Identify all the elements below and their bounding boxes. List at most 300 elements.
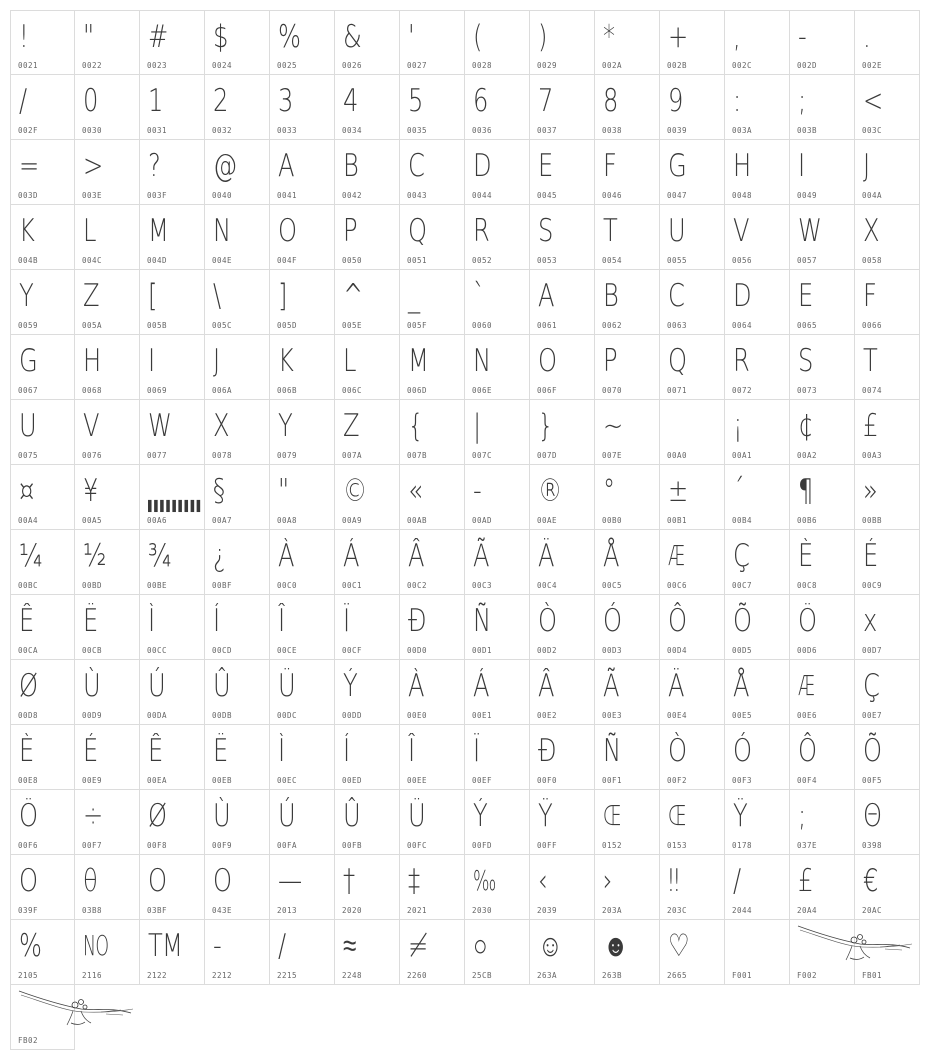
glyph-cell [205,855,270,920]
glyph-cell [790,10,855,75]
glyph-char: ¤ [19,473,34,509]
glyph-char: ´ [733,473,744,509]
glyph-char: Ç [733,538,750,574]
glyph-cell [725,75,790,140]
glyph-cell [595,855,660,920]
glyph-code: 00B0 [602,516,623,525]
glyph-code: 006A [212,386,233,395]
glyph-char: : [733,83,741,119]
glyph-code: 00A1 [732,451,753,460]
glyph-code: 2013 [277,906,298,915]
glyph-char: % [19,928,42,964]
glyph-cell [205,920,270,985]
glyph-code: 0021 [18,61,39,70]
glyph-code: 00A5 [82,516,103,525]
glyph-char: W [148,408,172,444]
glyph-code: 00EA [147,776,168,785]
glyph-char: Q [408,213,427,249]
glyph-cell [725,790,790,855]
glyph-char: L [343,343,356,379]
glyph-char: ‰ [473,864,496,897]
glyph-code: 039F [18,906,39,915]
glyph-code: 0077 [147,451,168,460]
glyph-cell [205,10,270,75]
glyph-char: ÷ [83,798,103,834]
glyph-char: ? [148,148,161,184]
glyph-code: 00E6 [797,711,818,720]
glyph-cell [10,465,75,530]
glyph-cell [270,595,335,660]
glyph-char: Ú [148,668,165,704]
glyph-cell [465,270,530,335]
glyph-code: 00ED [342,776,363,785]
glyph-code: 2116 [82,971,103,980]
glyph-cell [790,855,855,920]
glyph-char: 4 [343,83,358,119]
glyph-code: 0040 [212,191,233,200]
glyph-code: 00CA [18,646,39,655]
glyph-cell [10,530,75,595]
glyph-cell [790,270,855,335]
glyph-cell [465,725,530,790]
glyph-code: 0028 [472,61,493,70]
glyph-char: ¾ [148,538,171,574]
glyph-code: 0073 [797,386,818,395]
glyph-cell [595,465,660,530]
glyph-char: O [19,863,38,899]
glyph-code: 0045 [537,191,558,200]
glyph-cell [335,465,400,530]
glyph-code: 0036 [472,126,493,135]
glyph-char: Z [343,408,359,444]
glyph-code: 00D5 [732,646,753,655]
glyph-cell [335,595,400,660]
glyph-cell [335,10,400,75]
glyph-cell [660,335,725,400]
glyph-char: { [408,408,423,444]
glyph-char: ☻ [603,928,628,964]
glyph-char: # [148,19,168,55]
glyph-char: / [733,863,741,899]
glyph-code: 00C0 [277,581,298,590]
glyph-char: Û [343,798,360,834]
glyph-code: 00C8 [797,581,818,590]
glyph-char: [ [148,278,157,314]
glyph-char: P [603,343,617,379]
glyph-code: 2030 [472,906,493,915]
glyph-code: 00B4 [732,516,753,525]
glyph-char: Â [408,538,424,574]
glyph-char: O [148,863,167,899]
glyph-char: Ý [343,668,357,704]
glyph-code: 00FC [407,841,428,850]
glyph-char: Ã [603,668,619,704]
glyph-char: TM [148,928,183,964]
glyph-char: O [213,863,232,899]
glyph-char: | [473,408,481,444]
glyph-cell [335,140,400,205]
glyph-cell [75,530,140,595]
glyph-cell [205,335,270,400]
glyph-char: B [603,278,619,314]
glyph-cell [400,75,465,140]
glyph-char: Ü [408,798,425,834]
glyph-code: 00BE [147,581,168,590]
glyph-cell [10,335,75,400]
glyph-cell [465,660,530,725]
glyph-char: F [603,148,617,184]
glyph-code: 0033 [277,126,298,135]
glyph-cell [140,855,205,920]
glyph-char: Ò [668,733,687,769]
glyph-char: Ô [798,733,817,769]
glyph-cell [660,595,725,660]
glyph-char: R [473,213,490,249]
glyph-code: 00D0 [407,646,428,655]
glyph-code: 0152 [602,841,623,850]
glyph-cell [140,140,205,205]
glyph-cell [530,75,595,140]
glyph-cell [10,595,75,660]
glyph-code: 003A [732,126,753,135]
glyph-char: ‹ [538,863,547,899]
glyph-char: Ë [213,733,228,769]
glyph-cell [530,140,595,205]
glyph-cell [75,920,140,985]
glyph-cell [10,790,75,855]
glyph-code: 0064 [732,321,753,330]
glyph-char: ` [473,278,485,314]
glyph-cell [270,790,335,855]
glyph-code: 00F8 [147,841,168,850]
glyph-cell [855,920,920,985]
glyph-cell [335,530,400,595]
glyph-char: - [798,19,806,55]
glyph-char: ‡ [408,863,420,899]
glyph-cell [595,75,660,140]
glyph-cell [660,855,725,920]
glyph-char: Ú [278,798,295,834]
glyph-code: 00C6 [667,581,688,590]
glyph-char: Ê [148,733,163,769]
glyph-char: G [19,343,37,379]
glyph-cell [595,400,660,465]
glyph-code: 0070 [602,386,623,395]
glyph-code: 0066 [862,321,883,330]
glyph-cell [855,855,920,920]
glyph-code: 006E [472,386,493,395]
glyph-char: Ü [278,668,295,704]
glyph-char: Ä [668,668,684,704]
glyph-code: 00FD [472,841,493,850]
glyph-cell [140,10,205,75]
glyph-char: ○ [473,928,487,964]
glyph-char: E [538,148,553,184]
glyph-char: S [798,343,813,379]
glyph-code: 0178 [732,841,753,850]
glyph-char: ; [798,798,806,834]
glyph-cell [790,790,855,855]
glyph-cell [465,335,530,400]
glyph-char: Ñ [473,603,491,639]
glyph-code: FB01 [862,971,883,980]
glyph-char: ^ [343,278,363,314]
glyph-cell [270,335,335,400]
glyph-code: 002B [667,61,688,70]
glyph-code: 00A2 [797,451,818,460]
glyph-cell [855,790,920,855]
glyph-cell [855,10,920,75]
glyph-code: 2665 [667,971,688,980]
glyph-cell [660,205,725,270]
glyph-code: 00E7 [862,711,883,720]
glyph-char: » [863,473,878,509]
glyph-cell [400,530,465,595]
glyph-code: 00A7 [212,516,233,525]
glyph-char: Ö [798,603,817,639]
glyph-char: Œ [603,799,621,832]
glyph-char: V [83,408,99,444]
glyph-cell [400,725,465,790]
glyph-code: 00DC [277,711,298,720]
glyph-cell [855,660,920,725]
glyph-cell [140,530,205,595]
glyph-char: Ô [668,603,687,639]
glyph-code: 005A [82,321,103,330]
glyph-char: — [278,863,302,899]
glyph-code: 2260 [407,971,428,980]
glyph-cell [530,400,595,465]
glyph-char: Œ [668,799,686,832]
glyph-code: 0398 [862,841,883,850]
glyph-cell [855,75,920,140]
glyph-code: 0049 [797,191,818,200]
glyph-cell [205,400,270,465]
glyph-cell [465,75,530,140]
glyph-cell [270,465,335,530]
glyph-cell [270,10,335,75]
glyph-cell [790,920,855,985]
glyph-cell [855,335,920,400]
glyph-cell [660,790,725,855]
glyph-char: V [733,213,749,249]
glyph-char: A [538,278,554,314]
glyph-code: 0034 [342,126,363,135]
glyph-char: G [668,148,686,184]
glyph-cell [465,920,530,985]
glyph-cell [465,465,530,530]
glyph-cell [725,660,790,725]
glyph-cell [335,400,400,465]
glyph-code: 0042 [342,191,363,200]
glyph-cell [530,790,595,855]
glyph-cell [855,465,920,530]
glyph-code: 00A0 [667,451,688,460]
glyph-char: ¶ [798,473,813,509]
glyph-cell [205,205,270,270]
glyph-code: 002A [602,61,623,70]
glyph-code: 0035 [407,126,428,135]
glyph-cell [660,400,725,465]
glyph-cell [270,725,335,790]
glyph-char: © [343,473,367,509]
glyph-cell [465,790,530,855]
glyph-code: 03BF [147,906,168,915]
glyph-char: Ý [473,798,487,834]
glyph-char: / [278,928,286,964]
glyph-char: Ë [83,603,98,639]
glyph-code: 003F [147,191,168,200]
glyph-cell [400,660,465,725]
glyph-char: £ [798,863,813,899]
glyph-code: 00DB [212,711,233,720]
glyph-code: 007E [602,451,623,460]
glyph-code: 002D [797,61,818,70]
broken-bar-scribble-icon: ▌▌▌▌▌▌▌▌▌ [148,501,203,512]
glyph-cell [75,725,140,790]
glyph-code: 0039 [667,126,688,135]
glyph-char: 5 [408,83,423,119]
glyph-cell [595,10,660,75]
glyph-code: 00F1 [602,776,623,785]
glyph-char: " [83,19,94,55]
glyph-char: ¼ [19,538,42,574]
glyph-cell [270,400,335,465]
glyph-char: % [278,19,301,55]
glyph-cell [595,270,660,335]
glyph-code: 03B8 [82,906,103,915]
glyph-cell [790,595,855,660]
glyph-char: ≈ [343,928,356,964]
glyph-char: Í [343,733,350,769]
glyph-char: € [863,863,878,899]
glyph-char: 9 [668,83,683,119]
glyph-code: 0068 [82,386,103,395]
glyph-code: 00D6 [797,646,818,655]
glyph-code: 00F2 [667,776,688,785]
glyph-cell [205,660,270,725]
glyph-char: / [19,83,27,119]
glyph-char: À [408,668,424,704]
glyph-cell [10,205,75,270]
glyph-code: 0023 [147,61,168,70]
glyph-code: 0037 [537,126,558,135]
glyph-char: R [733,343,750,379]
glyph-cell [790,75,855,140]
glyph-char: H [83,343,101,379]
glyph-cell [660,530,725,595]
glyph-cell [10,140,75,205]
glyph-char: X [863,213,879,249]
glyph-code: 003D [18,191,39,200]
glyph-code: 2248 [342,971,363,980]
glyph-code: 004D [147,256,168,265]
glyph-code: 00C7 [732,581,753,590]
glyph-char: È [798,538,813,574]
glyph-cell [465,10,530,75]
glyph-cell [270,530,335,595]
glyph-code: 003C [862,126,883,135]
glyph-cell [790,660,855,725]
glyph-char: E [798,278,813,314]
glyph-char: T [603,213,617,249]
glyph-code: 00D8 [18,711,39,720]
glyph-code: 004F [277,256,298,265]
glyph-code: 20AC [862,906,883,915]
glyph-code: 037E [797,841,818,850]
glyph-code: 00AB [407,516,428,525]
glyph-char: H [733,148,751,184]
glyph-code: 006B [277,386,298,395]
glyph-char: È [19,733,34,769]
glyph-code: 2105 [18,971,39,980]
glyph-cell [205,725,270,790]
glyph-code: 0027 [407,61,428,70]
glyph-code: 0022 [82,61,103,70]
glyph-code: 00B1 [667,516,688,525]
glyph-code: 00FA [277,841,298,850]
glyph-cell [335,335,400,400]
glyph-cell [140,400,205,465]
glyph-code: 0058 [862,256,883,265]
glyph-cell [530,725,595,790]
glyph-char: § [213,473,225,509]
glyph-cell [75,855,140,920]
glyph-char: Ï [343,603,350,639]
glyph-cell [465,855,530,920]
glyph-code: 0030 [82,126,103,135]
glyph-cell [140,920,205,985]
glyph-char: Ù [213,798,230,834]
glyph-char: Z [83,278,99,314]
glyph-code: 006F [537,386,558,395]
glyph-cell [335,725,400,790]
glyph-cell [660,75,725,140]
glyph-code: 00E5 [732,711,753,720]
glyph-cell [595,530,660,595]
glyph-char: U [668,213,685,249]
glyph-char: ; [798,83,806,119]
glyph-code: 263B [602,971,623,980]
glyph-char: NO [83,929,109,962]
glyph-cell [400,10,465,75]
glyph-code: 0079 [277,451,298,460]
glyph-cell [660,725,725,790]
glyph-code: 005C [212,321,233,330]
glyph-code: 00BF [212,581,233,590]
glyph-char: " [278,473,289,509]
glyph-code: F001 [732,971,753,980]
glyph-char: W [798,213,822,249]
glyph-code: 004E [212,256,233,265]
glyph-cell [140,270,205,335]
glyph-char: $ [213,19,228,55]
glyph-code: 00AE [537,516,558,525]
glyph-code: 00F3 [732,776,753,785]
glyph-cell [270,75,335,140]
glyph-cell [335,790,400,855]
glyph-char: Õ [733,603,752,639]
glyph-cell [270,920,335,985]
glyph-cell [530,205,595,270]
glyph-code: 005D [277,321,298,330]
glyph-cell [595,920,660,985]
glyph-char: M [148,213,169,249]
glyph-char: D [473,148,491,184]
glyph-cell [725,855,790,920]
glyph-cell [400,335,465,400]
glyph-code: 004B [18,256,39,265]
